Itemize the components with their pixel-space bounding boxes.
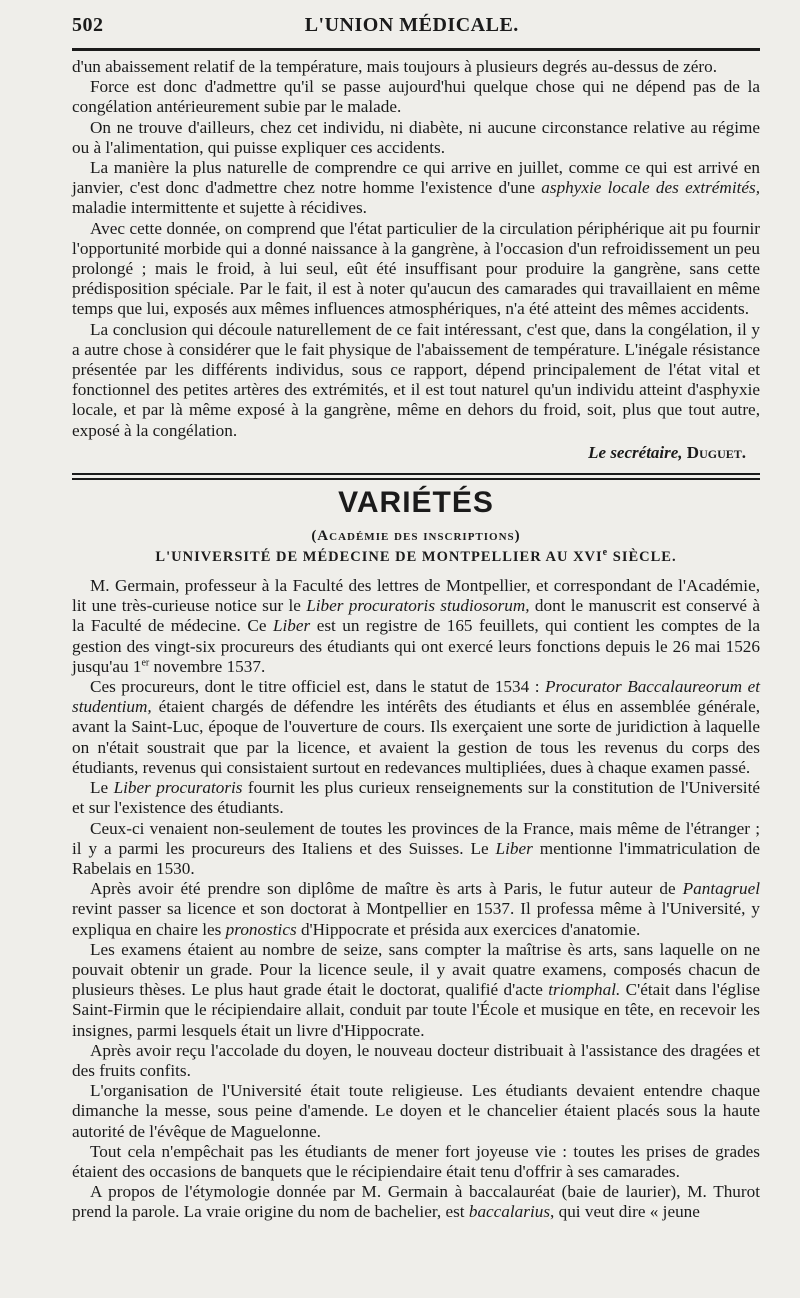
signature [72,443,760,463]
text-run: mentionne l'immatriculation de Rabelais en 1530. [72,838,760,878]
paragraph [72,158,760,219]
section-title: VARIÉTÉS [338,486,494,520]
paragraph: La conclusion qui découle naturellement de ce fait intéressant, c'est que, dans la congélation, il y a autre chose à considérer que le fait physique de l'abaissement de température. L'inégale résistance présentée par les différents individus, sous ce rapport, dépend principalement de l'état vital et fonctionnel des petites artères des extrémités, et il est tout naturel qu'un individu atteint d'asphyxie locale, et par là même exposé à la gangrène, même en dehors du froid, soit, plus que tout autre, exposé à la congélation. [72,319,760,440]
italic-term: Pantagruel [682,879,760,899]
paragraph [72,879,760,940]
text-run: Le [90,778,114,798]
text-run: A propos de l'étymologie donnée par M. Germain à baccalauréat (baie de laurier), M. Thurot prend la parole. La vraie origine du nom de bachelier, est [72,1182,760,1222]
paragraph [72,576,760,677]
text-run: M. Germain, professeur à la Faculté des lettres de Montpellier, et correspondant de l'Académie, lit une très-curieuse notice sur le [72,576,760,616]
paragraph: On ne trouve d'ailleurs, chez cet individu, ni diabète, ni aucune circonstance relative au régime ou à l'alimentation, qui puisse expliquer ces accidents. [72,117,760,157]
paragraph: Force est donc d'admettre qu'il se passe aujourd'hui quelque chose qui ne dépend pas de la congélation antérieurement subie par le malade. [72,77,760,117]
italic-term: Liber [495,838,533,858]
paragraph: Après avoir reçu l'accolade du doyen, le nouveau docteur distribuait à l'assistance des dragées et des fruits confits. [72,1040,760,1080]
italic-term: triomphal. [548,980,621,1000]
text-run: dont le manuscrit est conservé à la Faculté de médecine. Ce [72,596,760,636]
paragraph [72,778,760,818]
italic-term: asphyxie locale des extrémités, [541,178,760,198]
text-run: fournit les plus curieux renseignements sur la constitution de l'Université et sur l'existence des étudiants. [72,778,760,818]
journal-title: L'UNION MÉDICALE. [304,14,519,36]
paragraph [72,819,760,880]
article-body [72,576,760,1223]
italic-term: pronostics [225,919,297,939]
italic-term: Liber procuratoris [113,778,243,798]
running-header [72,14,760,46]
section-divider [72,473,760,480]
text-run: est un registre de 165 feuillets, qui contient les comptes de la gestion des vingt-six procureurs des étudiants qui ont exercé leurs fonctions depuis le 26 mai 1526 jusqu'au 1 [72,616,760,676]
italic-term: Liber procuratoris studiosorum, [306,596,530,616]
signature-role: Le secrétaire, [588,442,683,462]
paragraph: Avec cette donnée, on comprend que l'état particulier de la circulation périphérique ait pu fournir l'opportunité morbide qui a donné naissance à la gangrène, à l'occasion d'un refroidissement un peu prolongé ; mais le froid, à lui seul, eût été insuffisant pour produire la gangrène, sans cette prédisposition spéciale. Par le fait, il est à noter qu'aucun des camarades qui travaillaient en même temps que lui, exposés aux mêmes influences atmosphériques, n'a été atteint des mêmes accidents. [72,218,760,319]
page-number: 502 [72,14,104,36]
paragraph [72,677,760,778]
text-run: C'était dans l'église Saint-Firmin que le récipiendaire allait, conduit par toute l'École et musique en tête, en recevoir les insignes, parmi lesquels était un livre d'Hippocrate. [72,980,760,1040]
text-run: La manière la plus naturelle de comprendre ce qui arrive en juillet, comme ce qui est arrivé en janvier, c'est donc d'admettre chez notre homme l'existence d'une [72,158,760,198]
text-run: Ces procureurs, dont le titre officiel est, dans le statut de 1534 : [90,677,545,697]
italic-term: Liber [272,616,311,636]
paragraph [72,1182,760,1222]
text-run: , qui veut dire « jeune [550,1202,700,1222]
text-run: novembre 1537. [149,656,266,676]
text-run: étaient chargés de défendre les intérêts des étudiants et élus en assemblée générale, avant la Saint-Luc, époque de l'ouverture de cours. Ils exerçaient une sorte de juridiction à laquelle on n'était soustrait que par la licence, et avaient la gestion de tous les revenus du corps des étudiants, revenus qui consistaient surtout en redevances multipliées, dues à chaque examen passé. [72,697,760,777]
text-run: maladie intermittente et sujette à récidives. [72,198,367,218]
paragraph: L'organisation de l'Université était toute religieuse. Les étudiants devaient entendre chaque dimanche la messe, sous peine d'amende. Le doyen et le chancelier étaient placés sous la haute autorité de l'évêque de Maguelonne. [72,1081,760,1141]
paragraph [72,940,760,1041]
paragraph: d'un abaissement relatif de la température, mais toujours à plusieurs degrés au-dessus de zéro. [72,57,718,76]
text-run: Après avoir été prendre son diplôme de maître ès arts à Paris, le futur auteur de [90,879,683,899]
superscript: er [141,657,150,669]
article-title: L'UNIVERSITÉ DE MÉDECINE DE MONTPELLIER AU XVIe SIÈCLE. [155,547,677,566]
report-conclusion [72,57,760,463]
text-run: Ceux-ci venaient non-seulement de toutes les provinces de la France, mais même de l'étranger ; il y a parmi les procureurs des Italiens et des Suisses. Le [72,818,760,858]
paragraph: Tout cela n'empêchait pas les étudiants de mener fort joyeuse vie : toutes les prises de grades étaient des occasions de banquets que le récipiendaire était tenu d'offrir à ses camarades. [72,1141,760,1181]
signature-name: Duguet. [686,442,746,462]
header-rule [72,48,760,51]
text-run: Les examens étaient au nombre de seize, sans compter la maîtrise ès arts, sans laquelle on ne pouvait obtenir un grade. Pour la licence seule, il y avait quatre examens, composés chacun de plusieurs thèses. Le plus haut grade était le doctorat, qualifié d'acte [72,939,760,1000]
text-run: revint passer sa licence et son doctorat à Montpellier en 1537. Il professa même à l'Université, y expliqua en chaire les [72,899,760,939]
section-subhead: (Académie des inscriptions) [311,528,521,545]
text-run: d'Hippocrate et présida aux exercices d'anatomie. [296,919,641,939]
italic-term: Procurator Baccalaureorum et studentium, [72,677,760,717]
italic-term: baccalarius [468,1202,551,1222]
